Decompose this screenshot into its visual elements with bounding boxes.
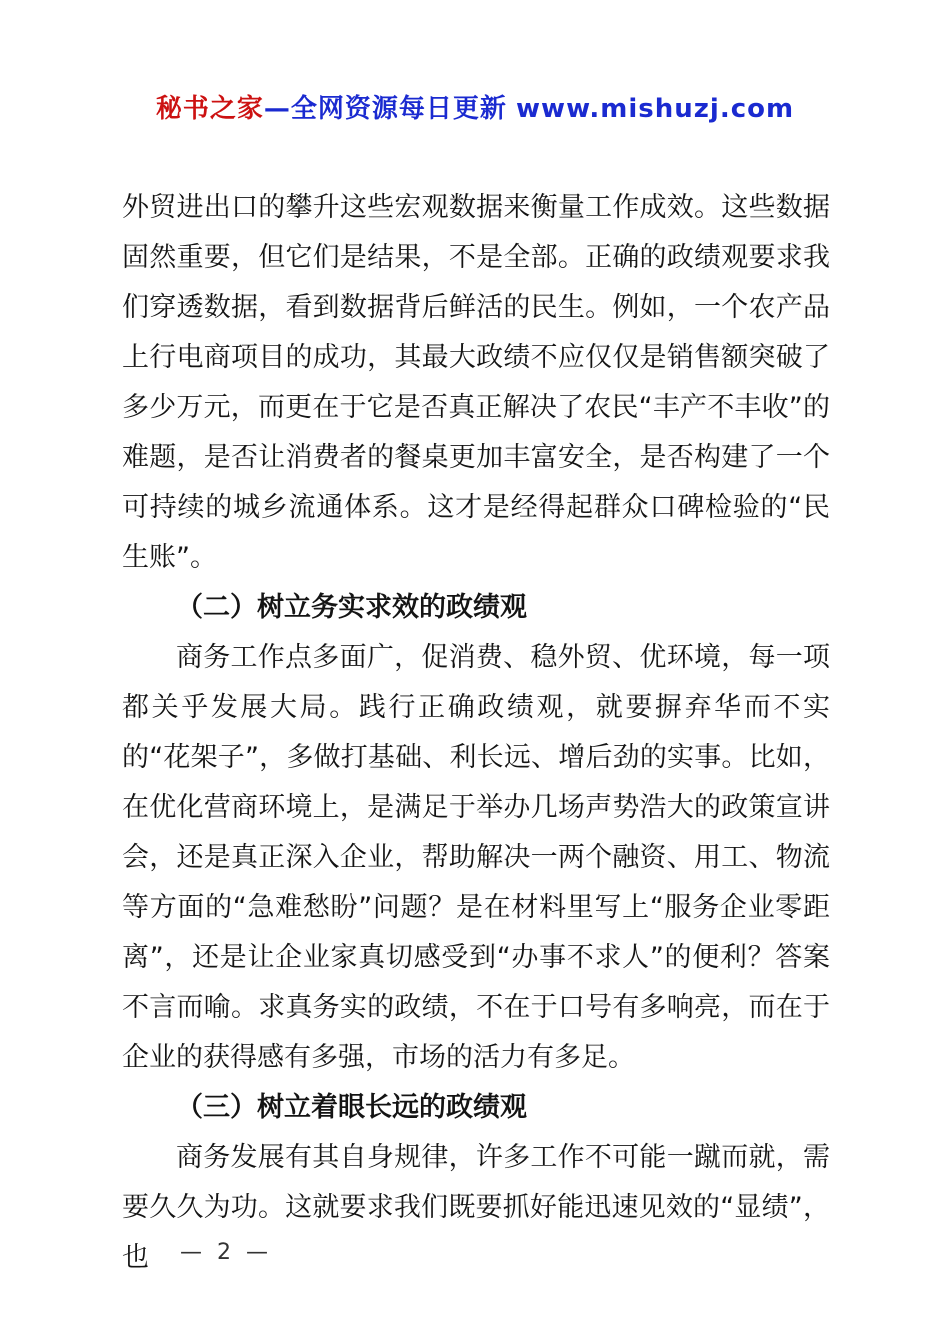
document-body	[122, 183, 830, 1283]
header-tagline: —全网资源每日更新	[263, 94, 507, 124]
site-url-link[interactable]: www.mishuzj.com	[516, 94, 795, 124]
page-number: — 2 —	[180, 1240, 272, 1265]
body-paragraph: 商务工作点多面广，促消费、稳外贸、优环境，每一项都关乎发展大局。践行正确政绩观，就要摒弃华而不实的“花架子”，多做打基础、利长远、增后劲的实事。比如，在优化营商环境上，是满足于举办几场声势浩大的政策宣讲会，还是真正深入企业，帮助解决一两个融资、用工、物流等方面的“急难愁盼”问题？是在材料里写上“服务企业零距离”，还是让企业家真切感受到“办事不求人”的便利？答案不言而喻。求真务实的政绩，不在于口号有多响亮，而在于企业的获得感有多强，市场的活力有多足。	[122, 642, 830, 1073]
section-heading-3: （三）树立着眼长远的政绩观	[176, 1092, 527, 1123]
section-heading-2: （二）树立务实求效的政绩观	[176, 592, 527, 623]
body-paragraph-continuation: 外贸进出口的攀升这些宏观数据来衡量工作成效。这些数据固然重要，但它们是结果，不是全部。正确的政绩观要求我们穿透数据，看到数据背后鲜活的民生。例如，一个农产品上行电商项目的成功，其最大政绩不应仅仅是销售额突破了多少万元，而更在于它是否真正解决了农民“丰产不丰收”的难题，是否让消费者的餐桌更加丰富安全，是否构建了一个可持续的城乡流通体系。这才是经得起群众口碑检验的“民生账”。	[122, 192, 830, 573]
site-name: 秘书之家	[155, 94, 264, 124]
page-header	[0, 88, 950, 125]
body-paragraph: 商务发展有其自身规律，许多工作不可能一蹴而就，需要久久为功。这就要求我们既要抓好能迅速见效的“显绩”，也	[122, 1142, 830, 1273]
